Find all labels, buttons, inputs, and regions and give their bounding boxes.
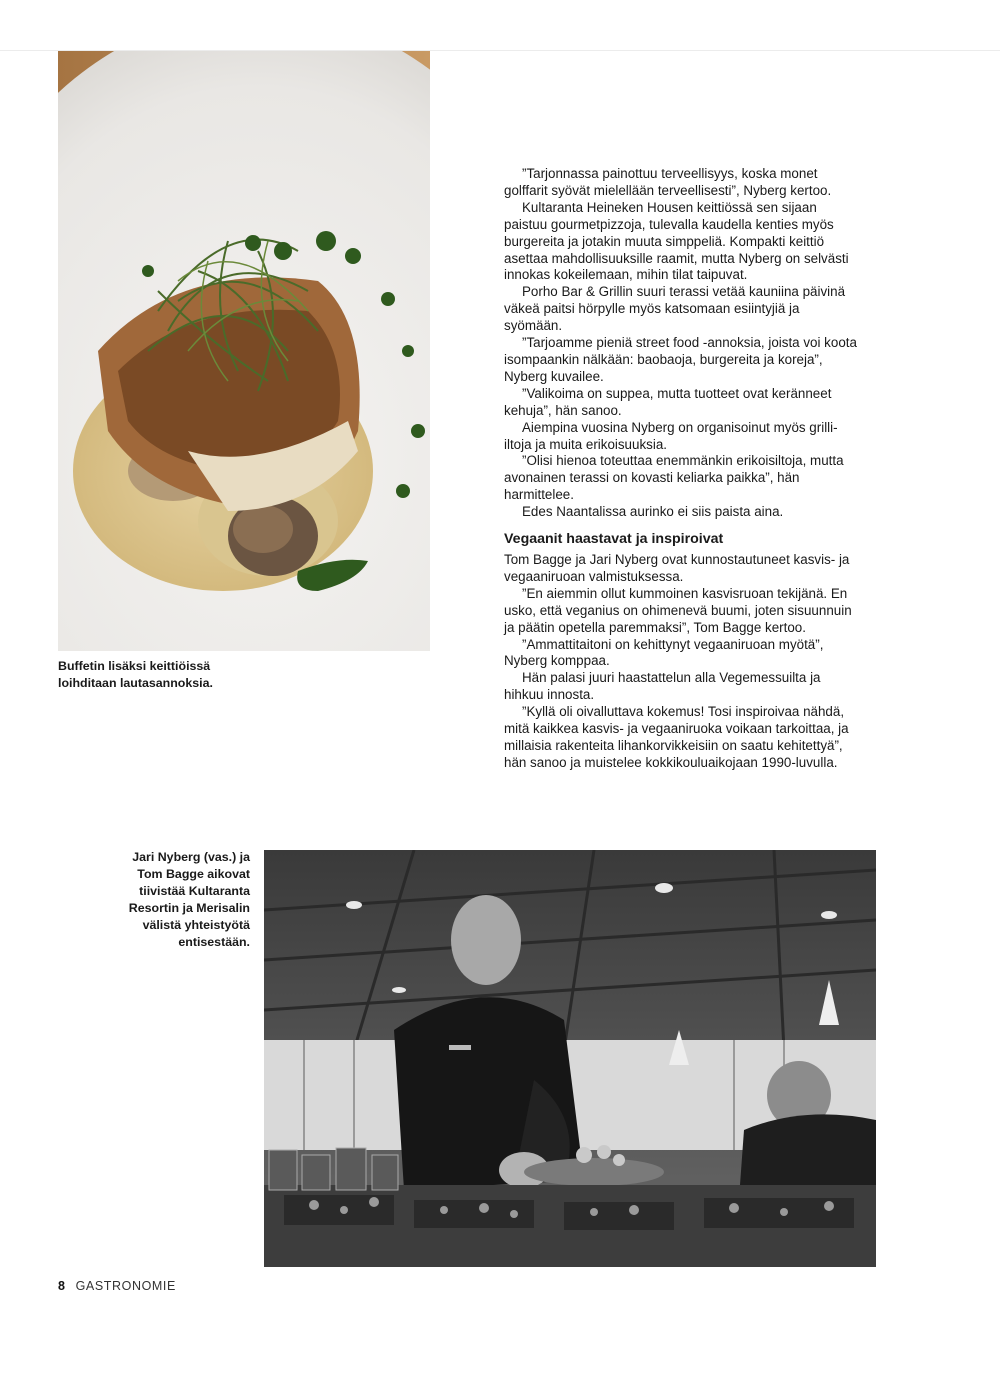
article-paragraph: ”Olisi hienoa toteuttaa enemmänkin erikoisiltoja, mutta avonainen terassi on kovasti keliarka paikka”, hän harmittelee. <box>504 453 844 503</box>
page-number: 8 <box>58 1279 66 1293</box>
article-paragraph: ”Ammattitaitoni on kehittynyt vegaaniruoan myötä”, Nyberg komppaa. <box>504 636 824 669</box>
plated-fish-image <box>58 51 430 651</box>
chefs-photo <box>264 850 876 1267</box>
section-heading: Vegaanit haastavat ja inspiroivat <box>504 531 724 548</box>
article-paragraph: ”En aiemmin ollut kummoinen kasvisruoan tekijänä. En usko, että veganius on ohimenevä buumi, joten sisuunnuin ja päätin opetella paremmaksi”, Tom Bagge kertoo. <box>504 585 852 635</box>
page-footer <box>58 1278 176 1294</box>
article-paragraph: ”Kyllä oli oivalluttava kokemus! Tosi inspiroivaa nähdä, mitä kaikkea kasvis- ja vegaaniruoka voikaan tarkoittaa, ja millaisia rakenteita lihankorvikkeisiin on saatu kehitettyä”, hän sanoo ja muistelee kokkikouluaikojaan 1990-luvulla. <box>504 704 849 770</box>
magazine-name: GASTRONOMIE <box>75 1279 176 1293</box>
chefs-photo-caption: Jari Nyberg (vas.) ja Tom Bagge aikovat tiivistää Kultaranta Resortin ja Merisalin välistä yhteistyötä entisestään. <box>128 850 250 949</box>
chefs-buffet-image <box>264 850 876 1267</box>
article-paragraph: Tom Bagge ja Jari Nyberg ovat kunnostautuneet kasvis- ja vegaaniruoan valmistuksessa. <box>504 552 850 584</box>
article-paragraph: Aiempina vuosina Nyberg on organisoinut myös grilli-iltoja ja muita erikoisuuksia. <box>504 419 838 452</box>
article-paragraph: Porho Bar & Grillin suuri terassi vetää kauniina päivinä väkeä paitsi hörpylle myös katsomaan esiintyjiä ja syömään. <box>504 284 846 334</box>
article-paragraph: ”Tarjoamme pieniä street food -annoksia, joista voi koota isompaankin nälkään: baobaoja, burgereita ja koreja”, Nyberg kuvailee. <box>504 335 857 384</box>
article-paragraph: Hän palasi juuri haastattelun alla Vegemessuilta ja hihkuu innosta. <box>504 670 821 703</box>
article-paragraph: ”Valikoima on suppea, mutta tuotteet ovat keränneet kehuja”, hän sanoo. <box>504 385 832 418</box>
article-body <box>504 166 860 772</box>
food-photo-caption: Buffetin lisäksi keittiöissä loihditaan lautasannoksia. <box>58 659 213 690</box>
article-paragraph: Edes Naantalissa aurinko ei siis paista aina. <box>522 504 784 520</box>
food-photo <box>58 51 430 651</box>
article-paragraph: ”Tarjonnassa painottuu terveellisyys, koska monet golffarit syövät mielellään terveellisesti”, Nyberg kertoo. <box>504 166 832 198</box>
article-paragraph: Kultaranta Heineken Housen keittiössä sen sijaan paistuu gourmetpizzoja, tulevalla kaudella kenties myös burgereita ja jotakin muuta simppeliä. Kompakti keittiö asettaa mahdollisuuksille raamit, mutta Nyberg on selvästi innokas kokeilemaan, mihin tilat taipuvat. <box>504 199 849 283</box>
